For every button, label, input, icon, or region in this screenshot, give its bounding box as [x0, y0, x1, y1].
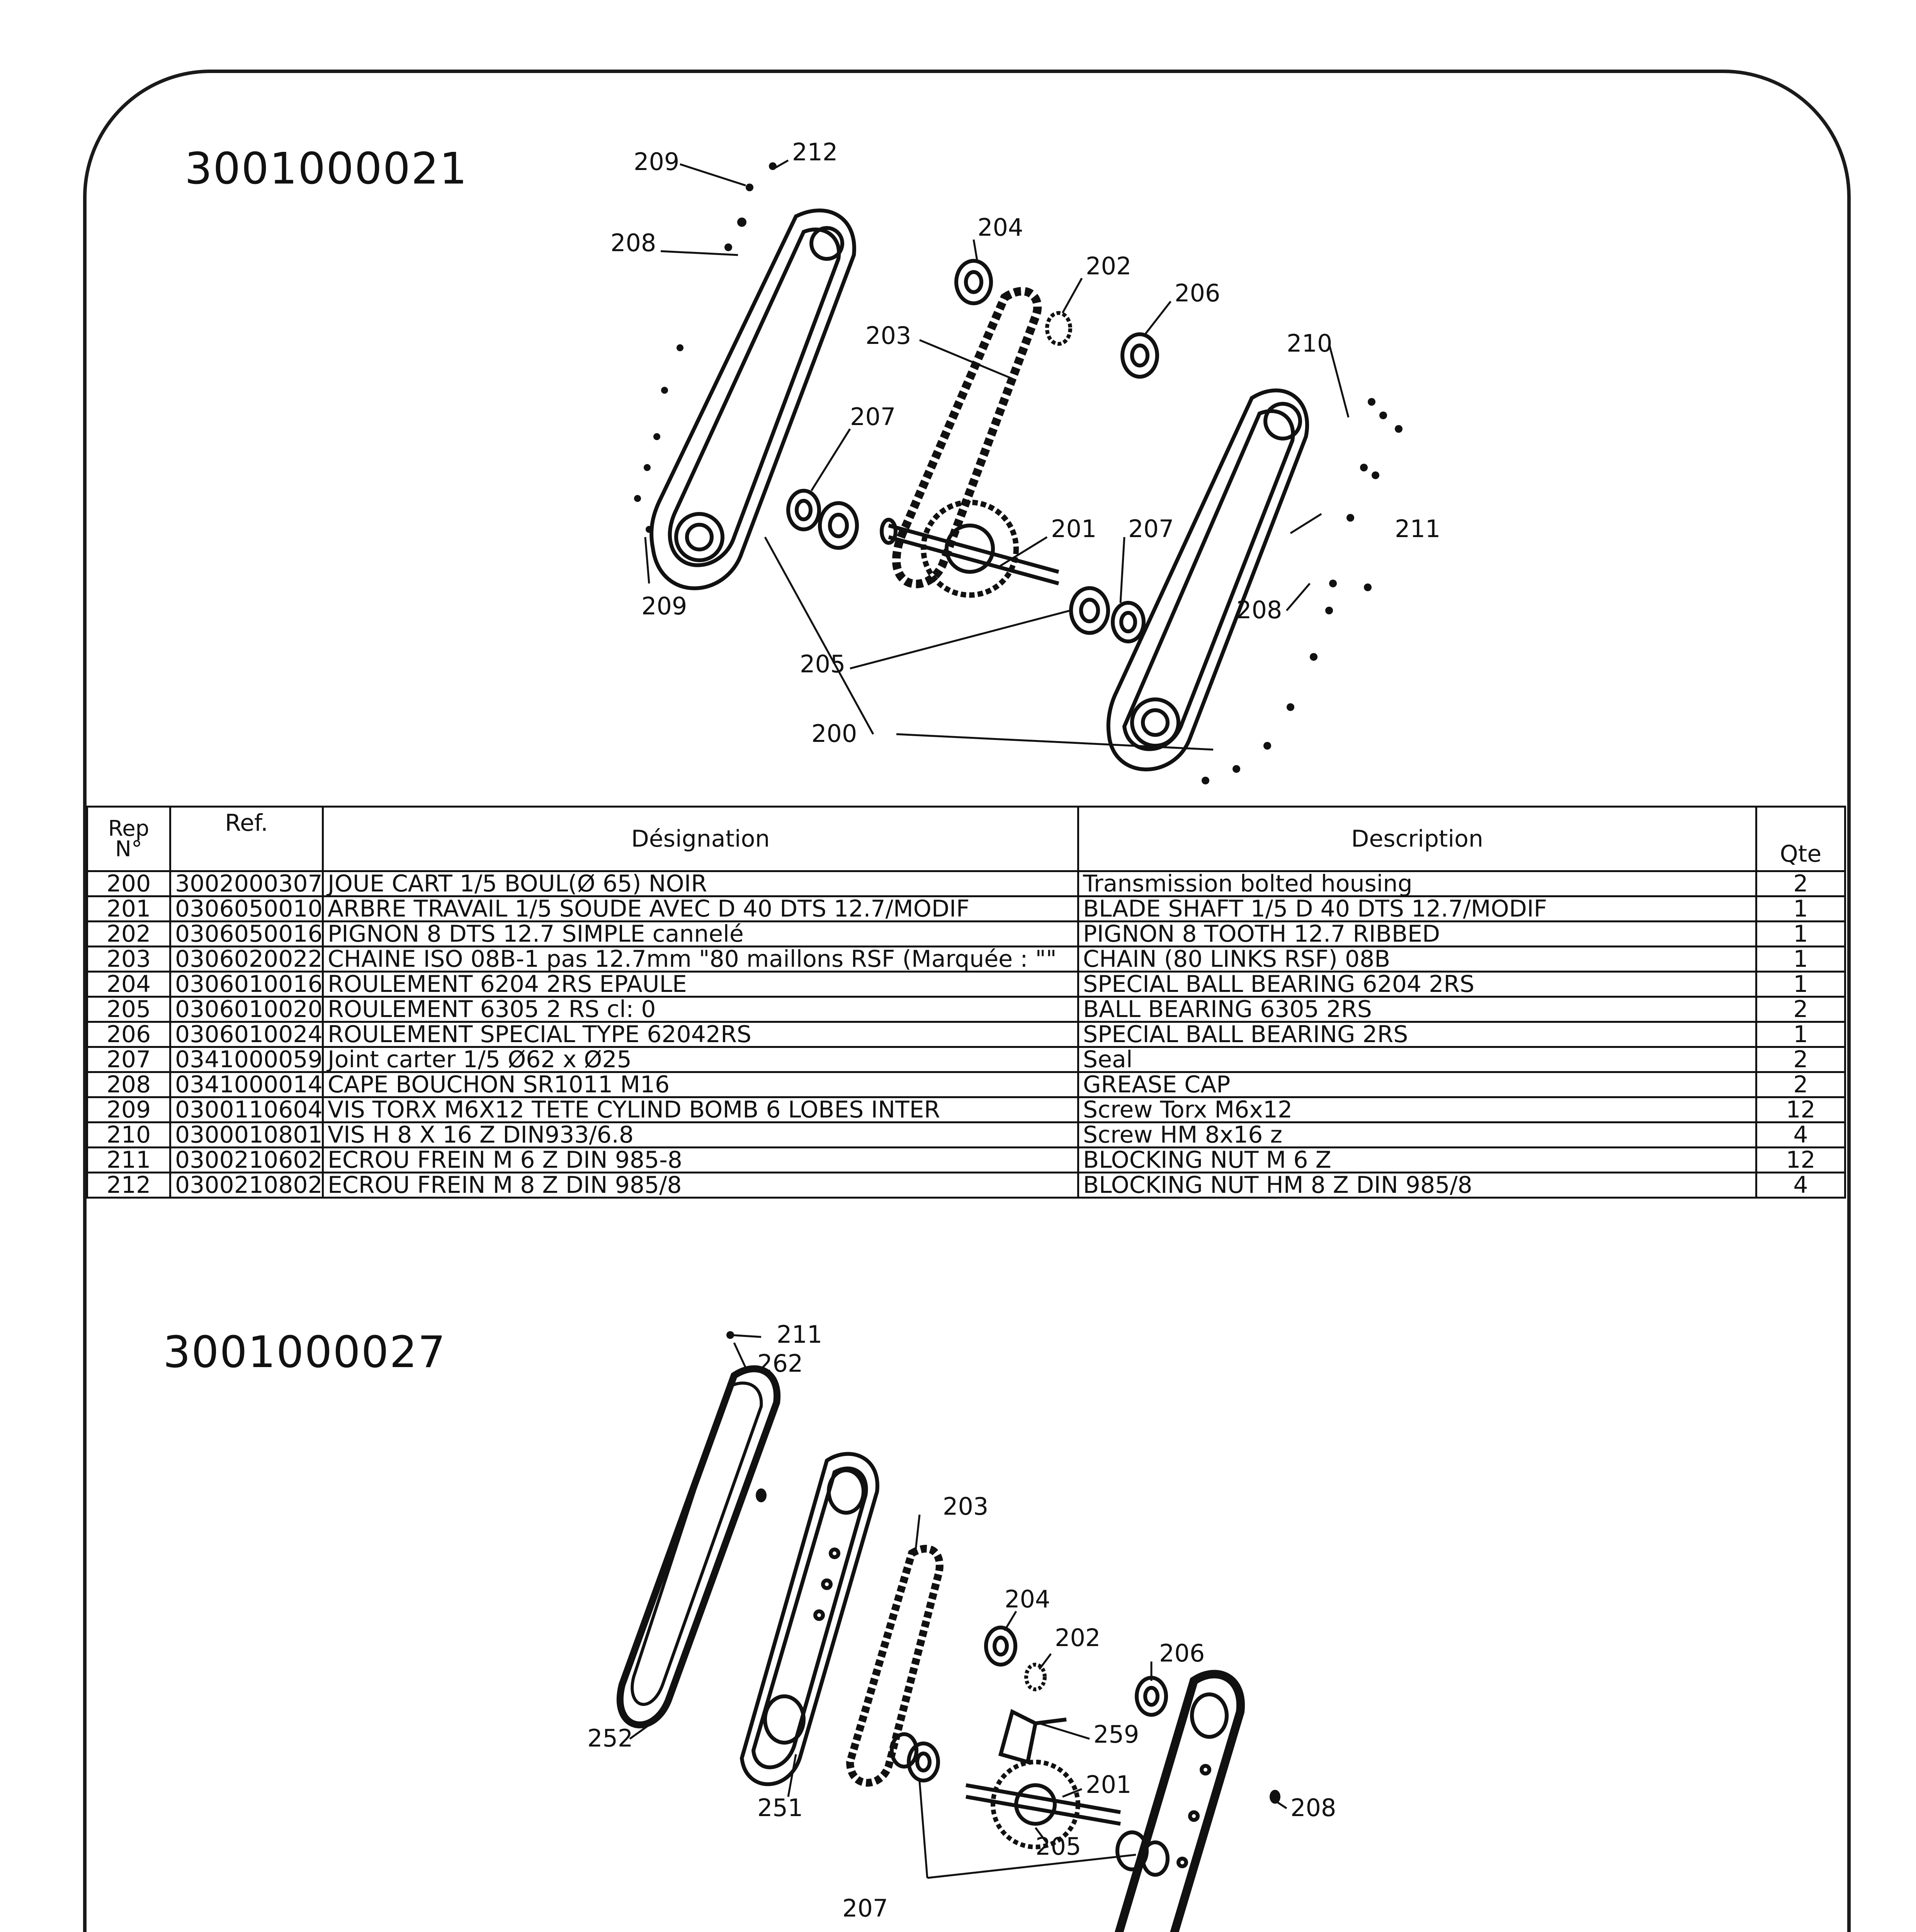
cell-description: Seal [1078, 1047, 1756, 1072]
cell-qty: 12 [1756, 1097, 1845, 1122]
cell-ref: 0300210602 [170, 1148, 323, 1173]
parts-table-1 [86, 806, 1846, 1199]
cell-qty: 12 [1756, 1148, 1845, 1173]
cell-rep: 212 [87, 1173, 170, 1198]
exploded-diagram-1 [580, 128, 1623, 808]
bearing-part-206-b [1137, 1678, 1166, 1715]
cell-ref: 0306020022 [170, 947, 323, 972]
table-row [87, 1097, 1845, 1122]
cell-qty: 1 [1756, 972, 1845, 997]
spacer-part-259 [1001, 1712, 1066, 1762]
cell-rep: 208 [87, 1072, 170, 1097]
callout-205: 205 [800, 650, 846, 678]
cell-ref: 0341000014 [170, 1072, 323, 1097]
cell-designation: ECROU FREIN M 8 Z DIN 985/8 [323, 1173, 1078, 1198]
cell-ref: 0300110604 [170, 1097, 323, 1122]
cell-rep: 203 [87, 947, 170, 972]
table-row [87, 1072, 1845, 1097]
callout-206: 206 [1159, 1639, 1205, 1667]
seal-part-207-right [1113, 603, 1144, 641]
cell-ref: 0306010020 [170, 997, 323, 1022]
cell-designation: ROULEMENT 6204 2RS EPAULE [323, 972, 1078, 997]
callout-208-b: 208 [1236, 596, 1282, 624]
callout-210: 210 [1287, 329, 1333, 357]
cell-rep: 210 [87, 1122, 170, 1148]
cell-rep: 205 [87, 997, 170, 1022]
table-row [87, 997, 1845, 1022]
table-row [87, 871, 1845, 896]
col-header-qty: Qte [1756, 807, 1845, 871]
housing-right-part-200 [1108, 390, 1307, 769]
callout-209: 209 [634, 148, 680, 176]
cell-qty: 1 [1756, 896, 1845, 922]
cell-rep: 202 [87, 922, 170, 947]
callout-209-b: 209 [641, 592, 687, 620]
table-row [87, 1022, 1845, 1047]
cell-description: BLOCKING NUT HM 8 Z DIN 985/8 [1078, 1173, 1756, 1198]
callout-208: 208 [610, 229, 656, 257]
cell-designation: VIS TORX M6X12 TETE CYLIND BOMB 6 LOBES INTER [323, 1097, 1078, 1122]
assembly-code-1: 3001000021 [185, 144, 468, 194]
callout-207: 207 [842, 1894, 888, 1922]
cell-description: PIGNON 8 TOOTH 12.7 RIBBED [1078, 922, 1756, 947]
callout-259: 259 [1093, 1720, 1139, 1748]
table-body-1 [87, 871, 1845, 1198]
leader-lines-2 [630, 1335, 1287, 1932]
cell-description: BLADE SHAFT 1/5 D 40 DTS 12.7/MODIF [1078, 896, 1756, 922]
table-row [87, 1148, 1845, 1173]
bearing-part-204-b [986, 1628, 1015, 1665]
callout-200: 200 [811, 719, 857, 748]
cell-rep: 206 [87, 1022, 170, 1047]
callout-207-a: 207 [850, 403, 896, 431]
housing-part-250 [1097, 1674, 1241, 1932]
cell-description: Screw HM 8x16 z [1078, 1122, 1756, 1148]
cell-ref: 0341000059 [170, 1047, 323, 1072]
cell-ref: 0306050016 [170, 922, 323, 947]
pinion-part-202-b [1026, 1665, 1045, 1689]
pinion-part-202 [1047, 313, 1070, 344]
cell-ref: 0300210802 [170, 1173, 323, 1198]
cell-designation: ECROU FREIN M 6 Z DIN 985-8 [323, 1148, 1078, 1173]
cell-qty: 4 [1756, 1173, 1845, 1198]
table-row [87, 1173, 1845, 1198]
cell-designation: Joint carter 1/5 Ø62 x Ø25 [323, 1047, 1078, 1072]
cell-description: GREASE CAP [1078, 1072, 1756, 1097]
callout-207-b: 207 [1128, 515, 1174, 543]
cell-designation: ARBRE TRAVAIL 1/5 SOUDE AVEC D 40 DTS 12.7/MODIF [323, 896, 1078, 922]
callout-252: 252 [587, 1724, 633, 1752]
callout-202: 202 [1055, 1624, 1101, 1652]
cell-designation: ROULEMENT SPECIAL TYPE 62042RS [323, 1022, 1078, 1047]
cell-qty: 1 [1756, 1022, 1845, 1047]
callout-208: 208 [1290, 1794, 1336, 1822]
bearing-part-204 [956, 261, 991, 303]
cell-qty: 1 [1756, 947, 1845, 972]
callout-262: 262 [757, 1349, 803, 1378]
cell-ref: 0306010024 [170, 1022, 323, 1047]
table-row [87, 1122, 1845, 1148]
cell-rep: 209 [87, 1097, 170, 1122]
col-header-designation: Désignation [323, 807, 1078, 871]
cell-ref: 0300010801 [170, 1122, 323, 1148]
bearing-part-205-left [820, 503, 857, 548]
cell-ref: 0306010016 [170, 972, 323, 997]
cell-designation: CAPE BOUCHON SR1011 M16 [323, 1072, 1078, 1097]
assembly-code-2: 3001000027 [163, 1327, 446, 1378]
cell-designation: JOUE CART 1/5 BOUL(Ø 65) NOIR [323, 871, 1078, 896]
callout-204: 204 [1005, 1585, 1051, 1613]
cell-qty: 2 [1756, 1047, 1845, 1072]
callout-205: 205 [1035, 1832, 1081, 1861]
callout-251: 251 [757, 1794, 803, 1822]
callout-204: 204 [978, 213, 1023, 242]
cell-rep: 201 [87, 896, 170, 922]
cell-description: BLOCKING NUT M 6 Z [1078, 1148, 1756, 1173]
callout-203: 203 [865, 321, 911, 350]
exploded-diagram-2 [587, 1314, 1468, 1924]
cell-description: BALL BEARING 6305 2RS [1078, 997, 1756, 1022]
cell-description: CHAIN (80 LINKS RSF) 08B [1078, 947, 1756, 972]
callout-212: 212 [792, 138, 838, 166]
cell-qty: 2 [1756, 1072, 1845, 1097]
bearing-part-206 [1122, 334, 1157, 377]
table-row [87, 896, 1845, 922]
cell-rep: 207 [87, 1047, 170, 1072]
callout-211: 211 [1395, 515, 1441, 543]
cell-description: SPECIAL BALL BEARING 6204 2RS [1078, 972, 1756, 997]
col-header-rep: Rep N° [87, 807, 170, 871]
col-header-description: Description [1078, 807, 1756, 871]
seal-part-207-left [788, 491, 819, 529]
callout-203: 203 [943, 1492, 989, 1520]
callout-206: 206 [1175, 279, 1221, 307]
cell-rep: 200 [87, 871, 170, 896]
table-header-row [87, 807, 1845, 871]
cell-qty: 4 [1756, 1122, 1845, 1148]
table-row [87, 947, 1845, 972]
cell-rep: 204 [87, 972, 170, 997]
cell-designation: VIS H 8 X 16 Z DIN933/6.8 [323, 1122, 1078, 1148]
callout-211: 211 [777, 1320, 823, 1349]
fasteners-group-1 [634, 162, 1403, 784]
cell-designation: CHAINE ISO 08B-1 pas 12.7mm "80 maillons RSF (Marquée : "" [323, 947, 1078, 972]
callout-201: 201 [1051, 515, 1097, 543]
flange-part-252 [620, 1369, 777, 1725]
col-header-ref: Ref. [170, 807, 323, 871]
cell-designation: PIGNON 8 DTS 12.7 SIMPLE cannelé [323, 922, 1078, 947]
callout-202: 202 [1086, 252, 1132, 280]
cell-ref: 3002000307 [170, 871, 323, 896]
cell-qty: 2 [1756, 997, 1845, 1022]
cell-rep: 211 [87, 1148, 170, 1173]
cell-qty: 2 [1756, 871, 1845, 896]
cell-description: Transmission bolted housing [1078, 871, 1756, 896]
cell-description: SPECIAL BALL BEARING 2RS [1078, 1022, 1756, 1047]
table-row [87, 972, 1845, 997]
cell-designation: ROULEMENT 6305 2 RS cl: 0 [323, 997, 1078, 1022]
cell-qty: 1 [1756, 922, 1845, 947]
callout-201: 201 [1086, 1770, 1132, 1799]
table-row [87, 1047, 1845, 1072]
cell-description: Screw Torx M6x12 [1078, 1097, 1756, 1122]
cell-ref: 0306050010 [170, 896, 323, 922]
chain-part-203-b [850, 1549, 940, 1783]
housing-left-part-200 [651, 211, 854, 588]
table-row [87, 922, 1845, 947]
bearing-part-205-right [1071, 588, 1108, 633]
